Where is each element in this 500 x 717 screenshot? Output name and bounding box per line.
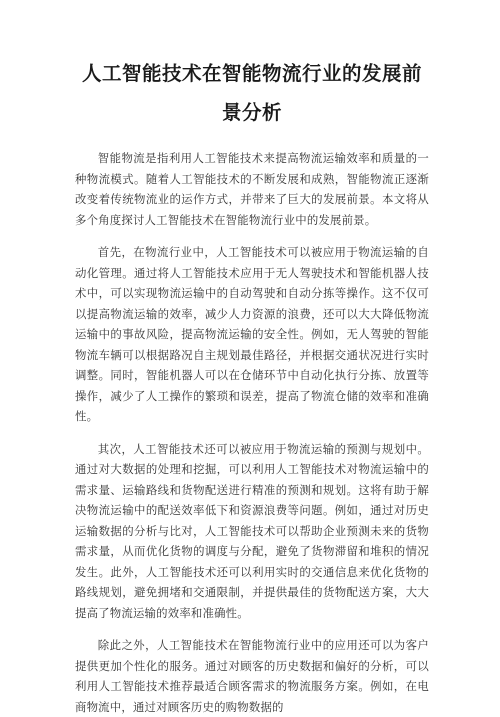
document-title: 人工智能技术在智能物流行业的发展前景分析 <box>81 62 422 124</box>
paragraph-prediction: 其次，人工智能技术还可以被应用于物流运输的预测与规划中。通过对大数据的处理和挖掘，可以利用人工智能技术对物流运输中的需求量、运输路线和货物配送进行精准的预测和规划。这将有助于解决物流运输中的配送效率低下和资源浪费等问题。例如，通过对历史运输数据的分析与比对，人工智能技术可以帮助企业预测未来的货物需求量，从而优化货物的调度与分配，避免了货物滞留和堆积的情况发生。此外，人工智能技术还可以利用实时的交通信息来优化货物的路线规划，避免拥堵和交通限制，并提供最佳的货物配送方案，大大提高了物流运输的效率和准确性。 <box>75 441 429 620</box>
paragraph-personalization: 除此之外，人工智能技术在智能物流行业中的应用还可以为客户提供更加个性化的服务。通过对顾客的历史数据和偏好的分析，可以利用人工智能技术推荐最适合顾客需求的物流服务方案。例如，在电商物流中，通过对顾客历史的购物数据的 <box>75 638 429 714</box>
paragraph-automation: 首先，在物流行业中，人工智能技术可以被应用于物流运输的自动化管理。通过将人工智能技术应用于无人驾驶技术和智能机器人技术中，可以实现物流运输中的自动驾驶和自动分拣等操作。这不仅可以提高物流运输的效率，减少人力资源的浪费，还可以大大降低物流运输中的事故风险，提高物流运输的安全性。例如，无人驾驶的智能物流车辆可以根据路况自主规划最佳路径，并根据交通状况进行实时调整。同时，智能机器人可以在仓储环节中自动化执行分拣、放置等操作，减少了人工操作的繁琐和误差，提高了物流仓储的效率和准确性。 <box>75 245 429 423</box>
document-body <box>75 148 429 717</box>
paragraph-intro: 智能物流是指利用人工智能技术来提高物流运输效率和质量的一种物流模式。随着人工智能技术的不断发展和成熟，智能物流正逐渐改变着传统物流业的运作方式，并带来了巨大的发展前景。本文将从多个角度探讨人工智能技术在智能物流行业中的发展前景。 <box>75 151 429 227</box>
